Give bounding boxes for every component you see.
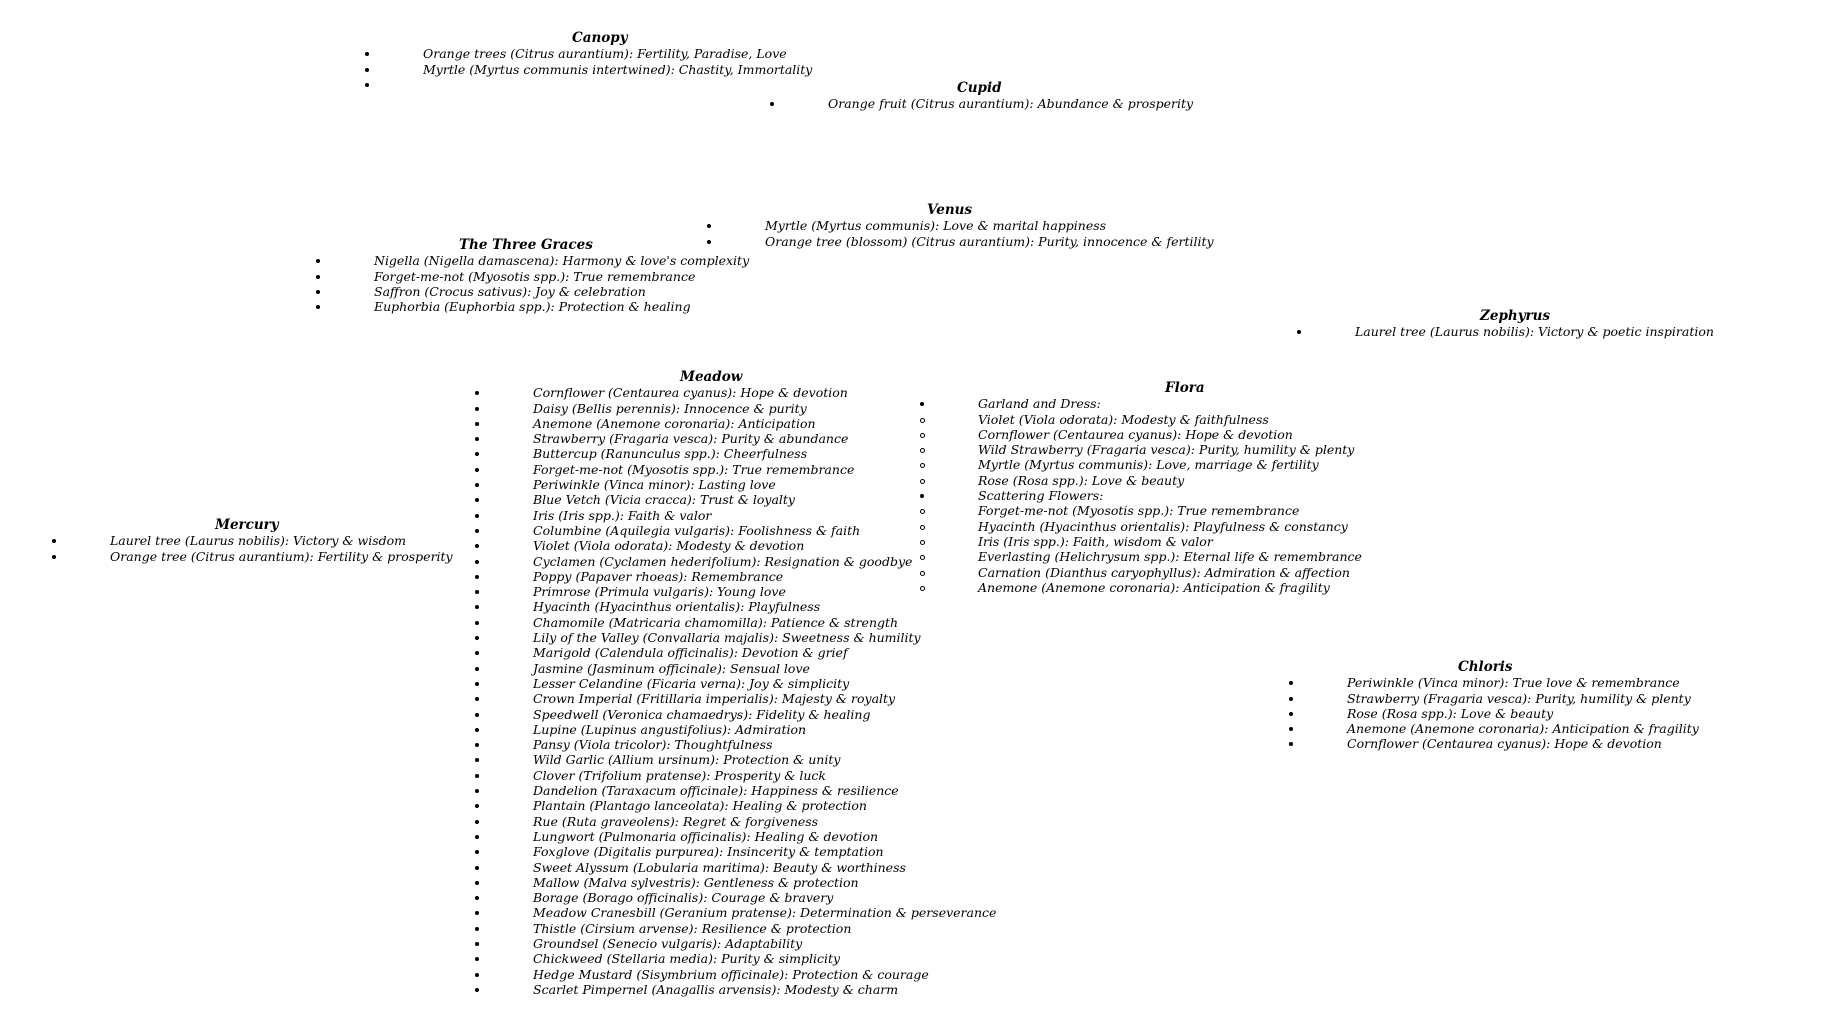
flora-list (978, 396, 1362, 595)
bullet-icon (365, 83, 369, 87)
bullet-icon (475, 835, 479, 839)
venus-title: Venus (927, 202, 973, 218)
list-item-text: Groundsel (Senecio vulgaris): Adaptability (533, 935, 803, 951)
list-item-text: Scarlet Pimpernel (Anagallis arvensis): Modesty & charm (533, 981, 899, 997)
list-item-text: Dandelion (Taraxacum officinale): Happiness & resilience (533, 783, 899, 799)
bullet-icon (707, 224, 711, 228)
list-item-text: Myrtle (Myrtus communis): Love & marital happiness (765, 218, 1107, 234)
bullet-icon (475, 804, 479, 808)
list-item (533, 599, 996, 614)
bullet-icon (475, 667, 479, 671)
list-item (374, 253, 749, 268)
bullet-icon (475, 560, 479, 564)
list-item-text: Plantain (Plantago lanceolata): Healing & protection (533, 798, 867, 814)
list-item (978, 427, 1362, 442)
flora-group-label: Scattering Flowers: (978, 488, 1104, 504)
list-item-text: Cornflower (Centaurea cyanus): Hope & devotion (978, 426, 1293, 442)
bullet-icon (475, 957, 479, 961)
list-item-text: Forget-me-not (Myosotis spp.): True remembrance (374, 268, 696, 284)
bullet-icon (920, 525, 925, 530)
list-item-text: Daisy (Bellis perennis): Innocence & purity (533, 400, 807, 416)
list-item-text: Strawberry (Fragaria vesca): Purity, humility & plenty (1347, 690, 1691, 706)
list-item (533, 982, 996, 997)
list-item-text: Blue Vetch (Vicia cracca): Trust & loyalty (533, 492, 795, 508)
list-item-text: Marigold (Calendula officinalis): Devotion & grief (533, 645, 848, 661)
list-item (1347, 721, 1699, 736)
list-item-text: Lily of the Valley (Convallaria majalis): Sweetness & humility (533, 630, 921, 646)
bullet-icon (316, 275, 320, 279)
cupid-section (828, 81, 1193, 112)
list-item-text: Myrtle (Myrtus communis intertwined): Chastity, Immortality (423, 61, 813, 77)
list-item-text: Myrtle (Myrtus communis): Love, marriage & fertility (978, 457, 1319, 473)
list-item (978, 565, 1362, 580)
list-item (533, 936, 996, 951)
list-item-text: Jasmine (Jasminum officinale): Sensual love (533, 660, 810, 676)
list-item-text: Saffron (Crocus sativus): Joy & celebration (374, 283, 646, 299)
list-item-text: Periwinkle (Vinca minor): True love & remembrance (1347, 675, 1680, 691)
list-item (374, 299, 749, 314)
bullet-icon (475, 437, 479, 441)
chloris-list (1347, 675, 1699, 751)
cupid-list (828, 96, 1193, 111)
list-item-text: Sweet Alyssum (Lobularia maritima): Beauty & worthiness (533, 859, 906, 875)
chloris-title: Chloris (1458, 659, 1513, 675)
bullet-icon (475, 636, 479, 640)
list-item (110, 533, 453, 548)
list-item (978, 549, 1362, 564)
bullet-icon (475, 728, 479, 732)
list-item (533, 722, 996, 737)
list-item-text: Forget-me-not (Myosotis spp.): True remembrance (978, 503, 1300, 519)
list-item-text: Poppy (Papaver rhoeas): Remembrance (533, 568, 784, 584)
bullet-icon (475, 973, 479, 977)
bullet-icon (475, 422, 479, 426)
zephyrus-title: Zephyrus (1480, 308, 1551, 324)
bullet-icon (920, 418, 925, 423)
list-item (533, 508, 996, 523)
bullet-icon (475, 896, 479, 900)
bullet-icon (475, 789, 479, 793)
list-item (533, 554, 996, 569)
list-item-text: Crown Imperial (Fritillaria imperialis): Majesty & royalty (533, 691, 896, 707)
list-item-text: Anemone (Anemone coronaria): Anticipation & fragility (1347, 721, 1699, 737)
list-item (533, 783, 996, 798)
bullet-icon (475, 468, 479, 472)
list-item-text: Mallow (Malva sylvestris): Gentleness & protection (533, 874, 859, 890)
bullet-icon (920, 540, 925, 545)
list-item (533, 967, 996, 982)
list-item (533, 661, 996, 676)
bullet-icon (1289, 712, 1293, 716)
list-item (533, 676, 996, 691)
bullet-icon (316, 305, 320, 309)
bullet-icon (475, 498, 479, 502)
list-item-text: Lesser Celandine (Ficaria verna): Joy & simplicity (533, 675, 850, 691)
list-item (533, 890, 996, 905)
bullet-icon (475, 988, 479, 992)
list-item-text: Euphorbia (Euphorbia spp.): Protection & healing (374, 299, 691, 315)
list-item (978, 412, 1362, 427)
flora-group-scattering (978, 488, 1362, 595)
flora-group-garland (978, 396, 1362, 488)
bullet-icon (316, 259, 320, 263)
bullet-icon (920, 479, 925, 484)
list-item-text: Orange trees (Citrus aurantium): Fertility, Paradise, Love (423, 46, 787, 62)
three-graces-list (374, 253, 749, 314)
list-item-text: Foxglove (Digitalis purpurea): Insincerity & temptation (533, 844, 884, 860)
flora-section (978, 381, 1362, 595)
list-item-text: Meadow Cranesbill (Geranium pratense): Determination & perseverance (533, 905, 997, 921)
bullet-icon (475, 911, 479, 915)
list-item-text: Iris (Iris spp.): Faith, wisdom & valor (978, 533, 1213, 549)
bullet-icon (1289, 697, 1293, 701)
bullet-icon (365, 68, 369, 72)
list-item (423, 46, 812, 61)
list-item (533, 768, 996, 783)
bullet-icon (770, 102, 774, 106)
list-item (828, 96, 1193, 111)
list-item-text: Iris (Iris spp.): Faith & valor (533, 507, 712, 523)
list-item (533, 844, 996, 859)
mercury-list (110, 533, 453, 564)
list-item (533, 860, 996, 875)
bullet-icon (475, 575, 479, 579)
list-item (978, 519, 1362, 534)
meadow-title: Meadow (680, 369, 743, 385)
list-item (1355, 324, 1714, 339)
bullet-icon (475, 697, 479, 701)
bullet-icon (475, 927, 479, 931)
meadow-section (533, 370, 996, 997)
list-item (533, 814, 996, 829)
list-item (423, 62, 812, 77)
bullet-icon (475, 621, 479, 625)
list-item-text: Wild Strawberry (Fragaria vesca): Purity, humility & plenty (978, 442, 1355, 458)
list-item-text: Clover (Trifolium pratense): Prosperity & luck (533, 767, 826, 783)
list-item (533, 462, 996, 477)
mercury-section (110, 518, 453, 564)
bullet-icon (316, 290, 320, 294)
list-item (978, 442, 1362, 457)
list-item (533, 615, 996, 630)
list-item-text: Laurel tree (Laurus nobilis): Victory & wisdom (110, 533, 407, 549)
list-item-text: Violet (Viola odorata): Modesty & faithfulness (978, 411, 1269, 427)
list-item-text: Cornflower (Centaurea cyanus): Hope & devotion (533, 385, 848, 401)
bullet-icon (475, 850, 479, 854)
list-item (533, 492, 996, 507)
list-item (533, 951, 996, 966)
list-item-text: Rose (Rosa spp.): Love & beauty (978, 472, 1185, 488)
list-item (978, 580, 1362, 595)
list-item (533, 875, 996, 890)
list-item (1347, 736, 1699, 751)
bullet-icon (475, 820, 479, 824)
list-item-text: Speedwell (Veronica chamaedrys): Fidelity & healing (533, 706, 871, 722)
list-item-text: Orange tree (blossom) (Citrus aurantium): Purity, innocence & fertility (765, 233, 1214, 249)
bullet-icon (52, 555, 56, 559)
list-item (978, 534, 1362, 549)
bullet-icon (920, 433, 925, 438)
bullet-icon (475, 590, 479, 594)
list-item-text: Primrose (Primula vulgaris): Young love (533, 584, 786, 600)
list-item-text: Buttercup (Ranunculus spp.): Cheerfulness (533, 446, 808, 462)
list-item (533, 523, 996, 538)
list-item (533, 584, 996, 599)
bullet-icon (475, 682, 479, 686)
list-item (1347, 675, 1699, 690)
bullet-icon (475, 391, 479, 395)
list-item (533, 431, 996, 446)
list-item (533, 538, 996, 553)
list-item (533, 798, 996, 813)
bullet-icon (475, 713, 479, 717)
list-item (533, 569, 996, 584)
list-item-text: Rose (Rosa spp.): Love & beauty (1347, 705, 1554, 721)
list-item (765, 218, 1214, 233)
list-item-text: Anemone (Anemone coronaria): Anticipation (533, 415, 816, 431)
list-item-text: Periwinkle (Vinca minor): Lasting love (533, 477, 776, 493)
list-item (533, 416, 996, 431)
list-item-text: Wild Garlic (Allium ursinum): Protection & unity (533, 752, 841, 768)
canopy-section (423, 31, 812, 77)
bullet-icon (475, 866, 479, 870)
bullet-icon (475, 881, 479, 885)
list-item (533, 905, 996, 920)
list-item (533, 446, 996, 461)
list-item (533, 630, 996, 645)
list-item-text: Everlasting (Helichrysum spp.): Eternal life & remembrance (978, 549, 1362, 565)
bullet-icon (475, 651, 479, 655)
bullet-icon (365, 52, 369, 56)
list-item-text: Orange fruit (Citrus aurantium): Abundance & prosperity (828, 96, 1194, 112)
list-item (533, 707, 996, 722)
canopy-list (423, 46, 812, 77)
bullet-icon (475, 529, 479, 533)
zephyrus-list (1355, 324, 1714, 339)
bullet-icon (1289, 742, 1293, 746)
meadow-list (533, 385, 996, 997)
bullet-icon (475, 605, 479, 609)
three-graces-section (374, 238, 749, 314)
list-item-text: Hyacinth (Hyacinthus orientalis): Playfulness (533, 599, 821, 615)
bullet-icon (475, 758, 479, 762)
list-item-text: Orange tree (Citrus aurantium): Fertility & prosperity (110, 548, 453, 564)
bullet-icon (1289, 727, 1293, 731)
list-item-text: Pansy (Viola tricolor): Thoughtfulness (533, 737, 773, 753)
list-item-text: Rue (Ruta graveolens): Regret & forgiveness (533, 813, 819, 829)
list-item-text: Lupine (Lupinus angustifolius): Admiration (533, 721, 807, 737)
list-item-text: Columbine (Aquilegia vulgaris): Foolishness & faith (533, 522, 861, 538)
list-item (533, 401, 996, 416)
list-item-text: Carnation (Dianthus caryophyllus): Admiration & affection (978, 564, 1350, 580)
bullet-icon (475, 514, 479, 518)
canopy-title: Canopy (572, 30, 628, 46)
list-item-text: Borage (Borago officinalis): Courage & bravery (533, 890, 834, 906)
bullet-icon (52, 539, 56, 543)
zephyrus-section (1355, 309, 1714, 340)
flora-scattering-list (978, 503, 1362, 595)
bullet-icon (475, 407, 479, 411)
list-item (533, 645, 996, 660)
flora-title: Flora (1165, 380, 1205, 396)
list-item-text: Nigella (Nigella damascena): Harmony & love's complexity (374, 253, 750, 269)
list-item (978, 457, 1362, 472)
list-item (978, 503, 1362, 518)
list-item (533, 829, 996, 844)
bullet-icon (1289, 681, 1293, 685)
list-item (533, 752, 996, 767)
list-item (374, 284, 749, 299)
list-item-text: Anemone (Anemone coronaria): Anticipation & fragility (978, 579, 1330, 595)
list-item (533, 921, 996, 936)
flora-group-label: Garland and Dress: (978, 396, 1101, 412)
list-item-text: Cornflower (Centaurea cyanus): Hope & devotion (1347, 736, 1662, 752)
bullet-icon (475, 452, 479, 456)
bullet-icon (475, 942, 479, 946)
list-item-text: Chickweed (Stellaria media): Purity & simplicity (533, 951, 841, 967)
list-item (533, 477, 996, 492)
list-item (110, 549, 453, 564)
bullet-icon (475, 483, 479, 487)
list-item (1347, 706, 1699, 721)
list-item-text: Violet (Viola odorata): Modesty & devotion (533, 538, 805, 554)
chloris-section (1347, 660, 1699, 752)
bullet-icon (475, 774, 479, 778)
list-item (533, 691, 996, 706)
cupid-title: Cupid (957, 80, 1002, 96)
list-item-text: Chamomile (Matricaria chamomilla): Patience & strength (533, 614, 899, 630)
list-item (978, 473, 1362, 488)
list-item-text: Lungwort (Pulmonaria officinalis): Healing & devotion (533, 828, 879, 844)
flora-garland-list (978, 412, 1362, 488)
list-item-text: Strawberry (Fragaria vesca): Purity & abundance (533, 431, 849, 447)
list-item-text: Hyacinth (Hyacinthus orientalis): Playfulness & constancy (978, 518, 1348, 534)
list-item-text: Hedge Mustard (Sisymbrium officinale): Protection & courage (533, 966, 929, 982)
bullet-icon (1297, 330, 1301, 334)
bullet-icon (475, 743, 479, 747)
list-item (1347, 691, 1699, 706)
three-graces-title: The Three Graces (459, 237, 593, 253)
list-item-text: Laurel tree (Laurus nobilis): Victory & poetic inspiration (1355, 324, 1714, 340)
bullet-icon (920, 571, 925, 576)
list-item (533, 385, 996, 400)
bullet-icon (475, 544, 479, 548)
list-item (533, 737, 996, 752)
mercury-title: Mercury (215, 517, 279, 533)
list-item (374, 269, 749, 284)
list-item-text: Forget-me-not (Myosotis spp.): True remembrance (533, 461, 855, 477)
list-item-text: Thistle (Cirsium arvense): Resilience & protection (533, 920, 852, 936)
bullet-icon (920, 586, 925, 591)
list-item-text: Cyclamen (Cyclamen hederifolium): Resignation & goodbye (533, 553, 913, 569)
